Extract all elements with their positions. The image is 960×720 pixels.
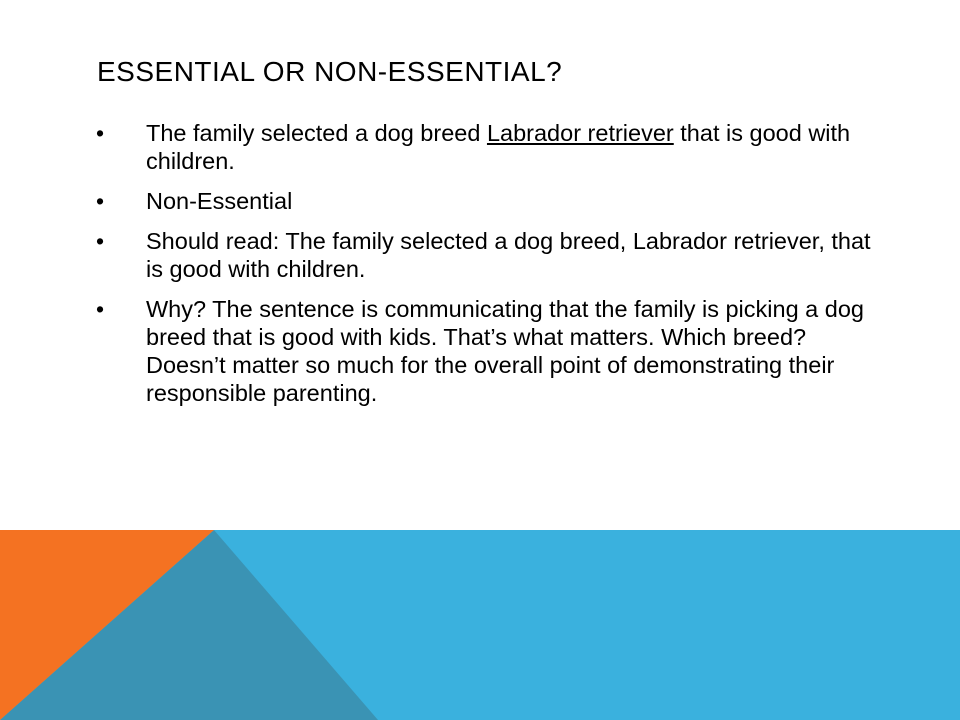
bullet-item-answer [0,187,876,215]
bullet-dot-icon: • [96,296,105,322]
example-text-before: The family selected a dog breed [146,120,487,146]
bullet-dot-icon: • [96,120,105,146]
bullet-dot-icon: • [96,228,105,254]
bullet-item-correction [0,227,876,283]
slide-title: ESSENTIAL OR NON-ESSENTIAL? [97,56,563,87]
footer-orange-triangle [0,530,214,720]
example-text-after: that is good with children. [146,120,851,174]
bullet-list [0,119,960,419]
bullet-item-explanation [0,295,876,407]
footer-teal-triangle [0,530,378,720]
bullet-dot-icon: • [96,188,105,214]
example-underlined-phrase: Labrador retriever [486,120,674,146]
answer-text: Non-Essential [146,188,293,214]
footer-blue-band [0,530,960,720]
explanation-text: Why? The sentence is communicating that the family is picking a dog breed that is good with kids. That’s what matters. Which breed? Doesn’t matter so much for the overall point of demonstrating their responsible parenting. [146,296,864,406]
bullet-item-example-sentence [0,119,876,175]
correction-text: Should read: The family selected a dog breed, Labrador retriever, that is good with children. [146,228,871,282]
